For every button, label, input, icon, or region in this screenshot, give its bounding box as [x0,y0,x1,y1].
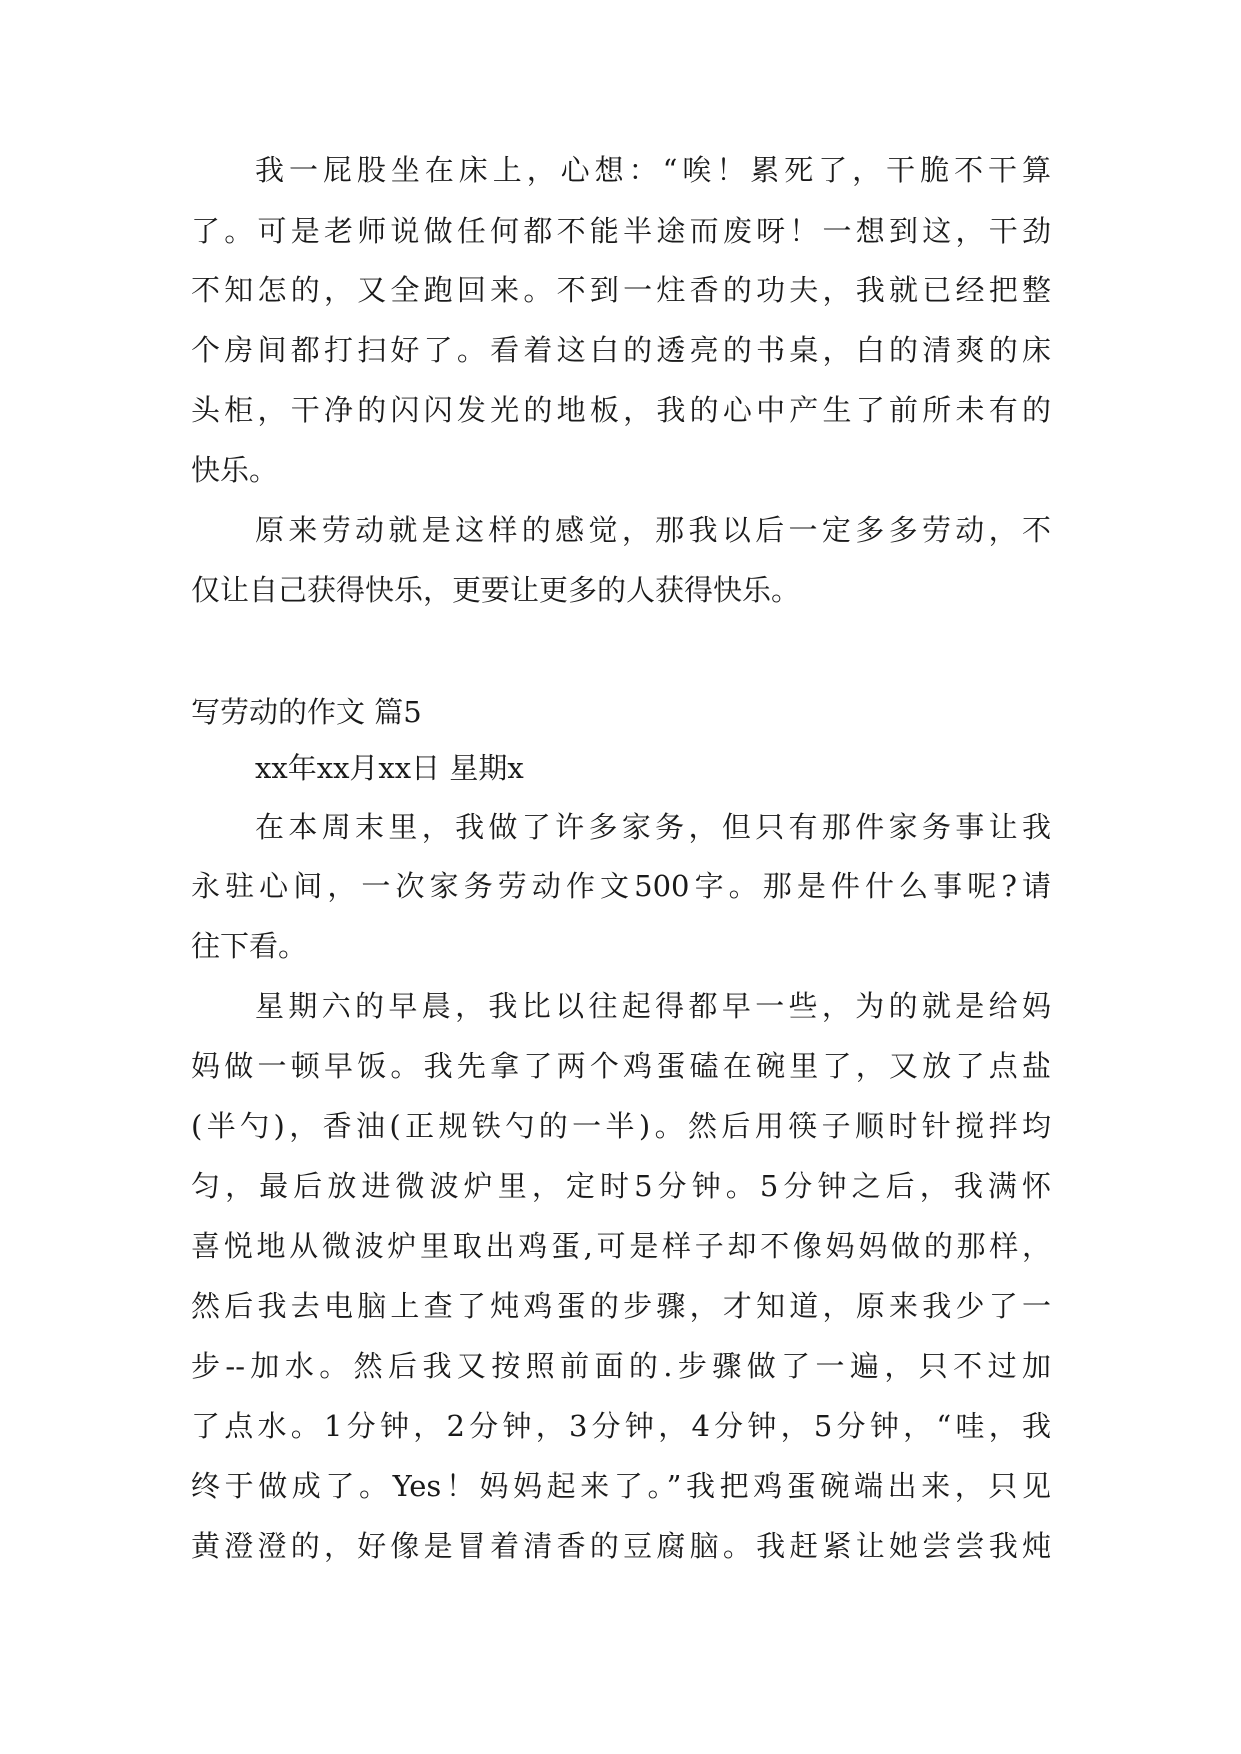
paragraph-line: 我一屁股坐在床上，心想：“唉！累死了，干脆不干算 [255,153,1051,187]
paragraph-line: 快乐。 [191,453,279,487]
paragraph-line: 永驻心间，一次家务劳动作文500字。那是件什么事呢?请 [191,869,1051,903]
paragraph-line: 步--加水。然后我又按照前面的.步骤做了一遍，只不过加 [191,1349,1051,1383]
paragraph-line: 了。可是老师说做任何都不能半途而废呀！一想到这，干劲 [191,214,1051,248]
paragraph-line: 终于做成了。Yes！妈妈起来了。”我把鸡蛋碗端出来，只见 [191,1469,1051,1503]
paragraph-line: 星期六的早晨，我比以往起得都早一些，为的就是给妈 [255,989,1051,1023]
paragraph-line: 匀，最后放进微波炉里，定时5分钟。5分钟之后，我满怀 [191,1169,1051,1203]
paragraph-line: 原来劳动就是这样的感觉，那我以后一定多多劳动，不 [255,513,1051,547]
paragraph-line: 喜悦地从微波炉里取出鸡蛋,可是样子却不像妈妈做的那样， [191,1229,1051,1263]
paragraph-line: 不知怎的，又全跑回来。不到一炷香的功夫，我就已经把整 [191,273,1051,307]
paragraph-line: 了点水。1分钟，2分钟，3分钟，4分钟，5分钟，“哇，我 [191,1409,1051,1443]
paragraph-line: 头柜，干净的闪闪发光的地板，我的心中产生了前所未有的 [191,393,1051,427]
date-line: xx年xx月xx日 星期x [255,751,524,785]
paragraph-line: 往下看。 [191,929,308,963]
paragraph-line: 黄澄澄的，好像是冒着清香的豆腐脑。我赶紧让她尝尝我炖 [191,1529,1051,1563]
paragraph-line: 在本周末里，我做了许多家务，但只有那件家务事让我 [255,810,1051,844]
paragraph-line: 妈做一顿早饭。我先拿了两个鸡蛋磕在碗里了，又放了点盐 [191,1049,1051,1083]
paragraph-line: 仅让自己获得快乐，更要让更多的人获得快乐。 [191,573,801,607]
paragraph-line: 个房间都打扫好了。看着这白的透亮的书桌，白的清爽的床 [191,333,1051,367]
section-heading: 写劳动的作文 篇5 [191,695,422,729]
paragraph-line: (半勺)，香油(正规铁勺的一半)。然后用筷子顺时针搅拌均 [191,1109,1051,1143]
paragraph-line: 然后我去电脑上查了炖鸡蛋的步骤，才知道，原来我少了一 [191,1289,1051,1323]
